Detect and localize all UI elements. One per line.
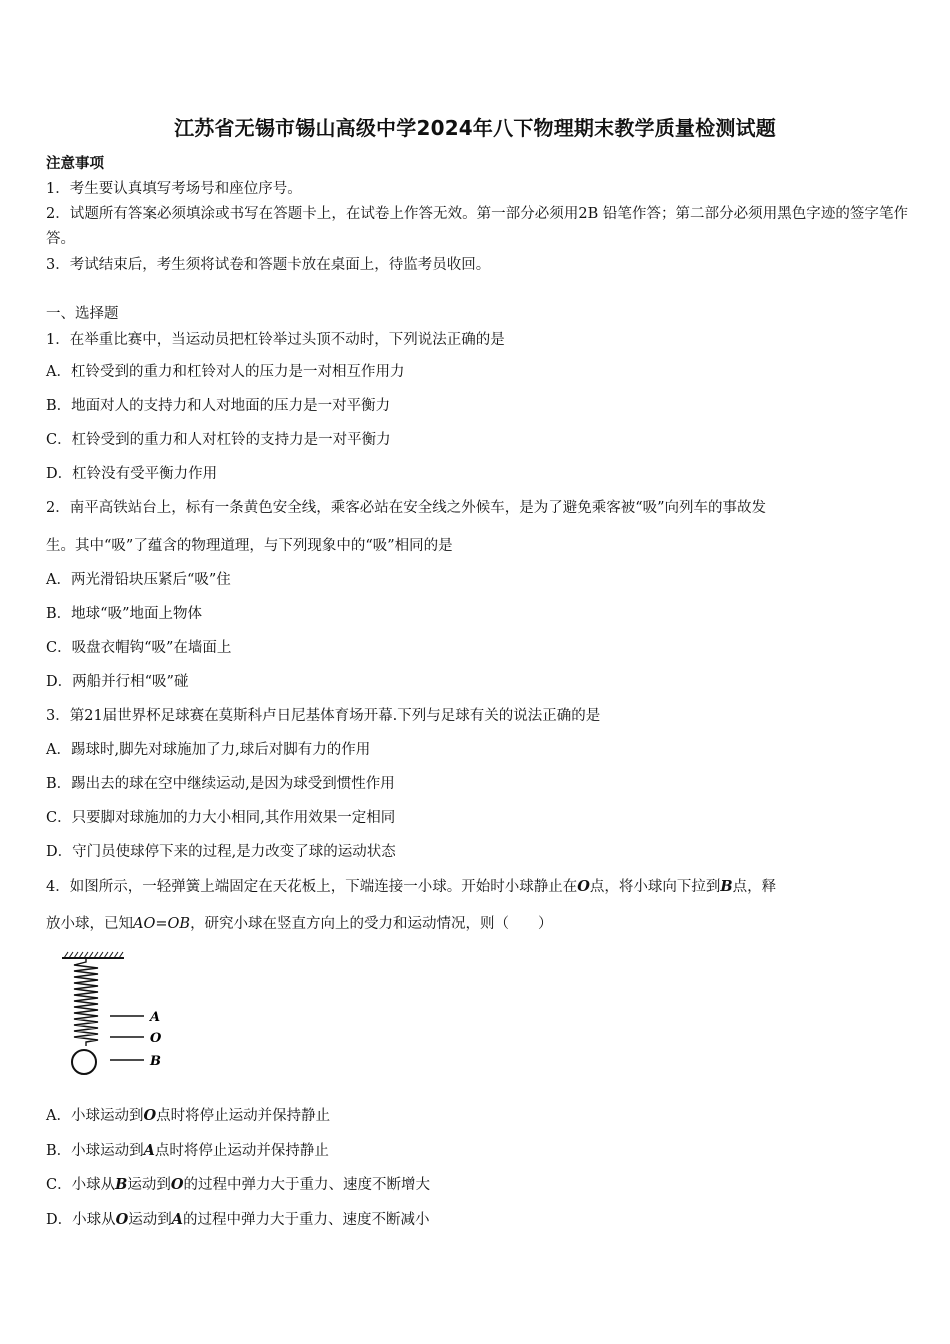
ball (72, 1050, 96, 1074)
notice-item-1: 1．考生要认真填写考场号和座位序号。 (46, 181, 302, 197)
spring-figure (62, 950, 192, 1082)
question-4-option-a: A．小球运动到O点时将停止运动并保持静止 (46, 1107, 331, 1124)
question-2-stem-line1: 2．南平高铁站台上，标有一条黄色安全线，乘客必站在安全线之外候车，是为了避免乘客被“吸”向列车的事故发 (46, 500, 767, 516)
notice-heading: 注意事项 (46, 155, 104, 172)
question-2-option-b: B．地球“吸”地面上物体 (46, 606, 202, 622)
question-2-option-d: D．两船并行相“吸”碰 (46, 674, 189, 690)
question-3-option-c: C．只要脚对球施加的力大小相同,其作用效果一定相同 (46, 810, 396, 826)
question-1-option-c: C．杠铃受到的重力和人对杠铃的支持力是一对平衡力 (46, 432, 391, 448)
question-4-stem-line1: 4．如图所示，一轻弹簧上端固定在天花板上，下端连接一小球。开始时小球静止在O点，将小球向下拉到B点，释 (46, 878, 777, 895)
section-heading: 一、选择题 (46, 306, 119, 322)
question-1-option-b: B．地面对人的支持力和人对地面的压力是一对平衡力 (46, 398, 391, 414)
question-3-option-b: B．踢出去的球在空中继续运动,是因为球受到惯性作用 (46, 776, 395, 792)
question-4-option-c: C．小球从B运动到O的过程中弹力大于重力、速度不断增大 (46, 1176, 431, 1193)
page-title: 江苏省无锡市锡山高级中学2024年八下物理期末教学质量检测试题 (174, 116, 776, 140)
notice-item-3: 3．考试结束后，考生须将试卷和答题卡放在桌面上，待监考员收回。 (46, 257, 491, 273)
question-1-stem: 1．在举重比赛中，当运动员把杠铃举过头顶不动时，下列说法正确的是 (46, 332, 505, 348)
question-2-stem-line2: 生。其中“吸”了蕴含的物理道理，与下列现象中的“吸”相同的是 (46, 538, 453, 554)
question-1-option-d: D．杠铃没有受平衡力作用 (46, 466, 218, 482)
question-4-option-d: D．小球从O运动到A的过程中弹力大于重力、速度不断减小 (46, 1211, 430, 1228)
question-3-option-a: A．踢球时,脚先对球施加了力,球后对脚有力的作用 (46, 742, 371, 758)
question-4-stem-line2: 放小球，已知AO=OB，研究小球在竖直方向上的受力和运动情况，则（ ） (46, 916, 553, 932)
question-4-option-b: B．小球运动到A点时将停止运动并保持静止 (46, 1142, 329, 1159)
mark-b-label: B (150, 1054, 161, 1069)
notice-item-2: 2．试题所有答案必须填涂或书写在答题卡上，在试卷上作答无效。第一部分必须用2B 铅笔作答；第二部分必须用黑色字迹的签字笔作答。 (46, 206, 908, 247)
question-3-stem: 3．第21届世界杯足球赛在莫斯科卢日尼基体育场开幕.下列与足球有关的说法正确的是 (46, 708, 601, 724)
mark-a-label: A (150, 1010, 161, 1025)
question-2-option-c: C．吸盘衣帽钩“吸”在墙面上 (46, 640, 232, 656)
mark-o-label: O (150, 1031, 162, 1046)
question-3-option-d: D．守门员使球停下来的过程,是力改变了球的运动状态 (46, 844, 396, 860)
question-2-option-a: A．两光滑铅块压紧后“吸”住 (46, 572, 231, 588)
spring-coil (74, 958, 98, 1046)
question-1-option-a: A．杠铃受到的重力和杠铃对人的压力是一对相互作用力 (46, 364, 405, 380)
